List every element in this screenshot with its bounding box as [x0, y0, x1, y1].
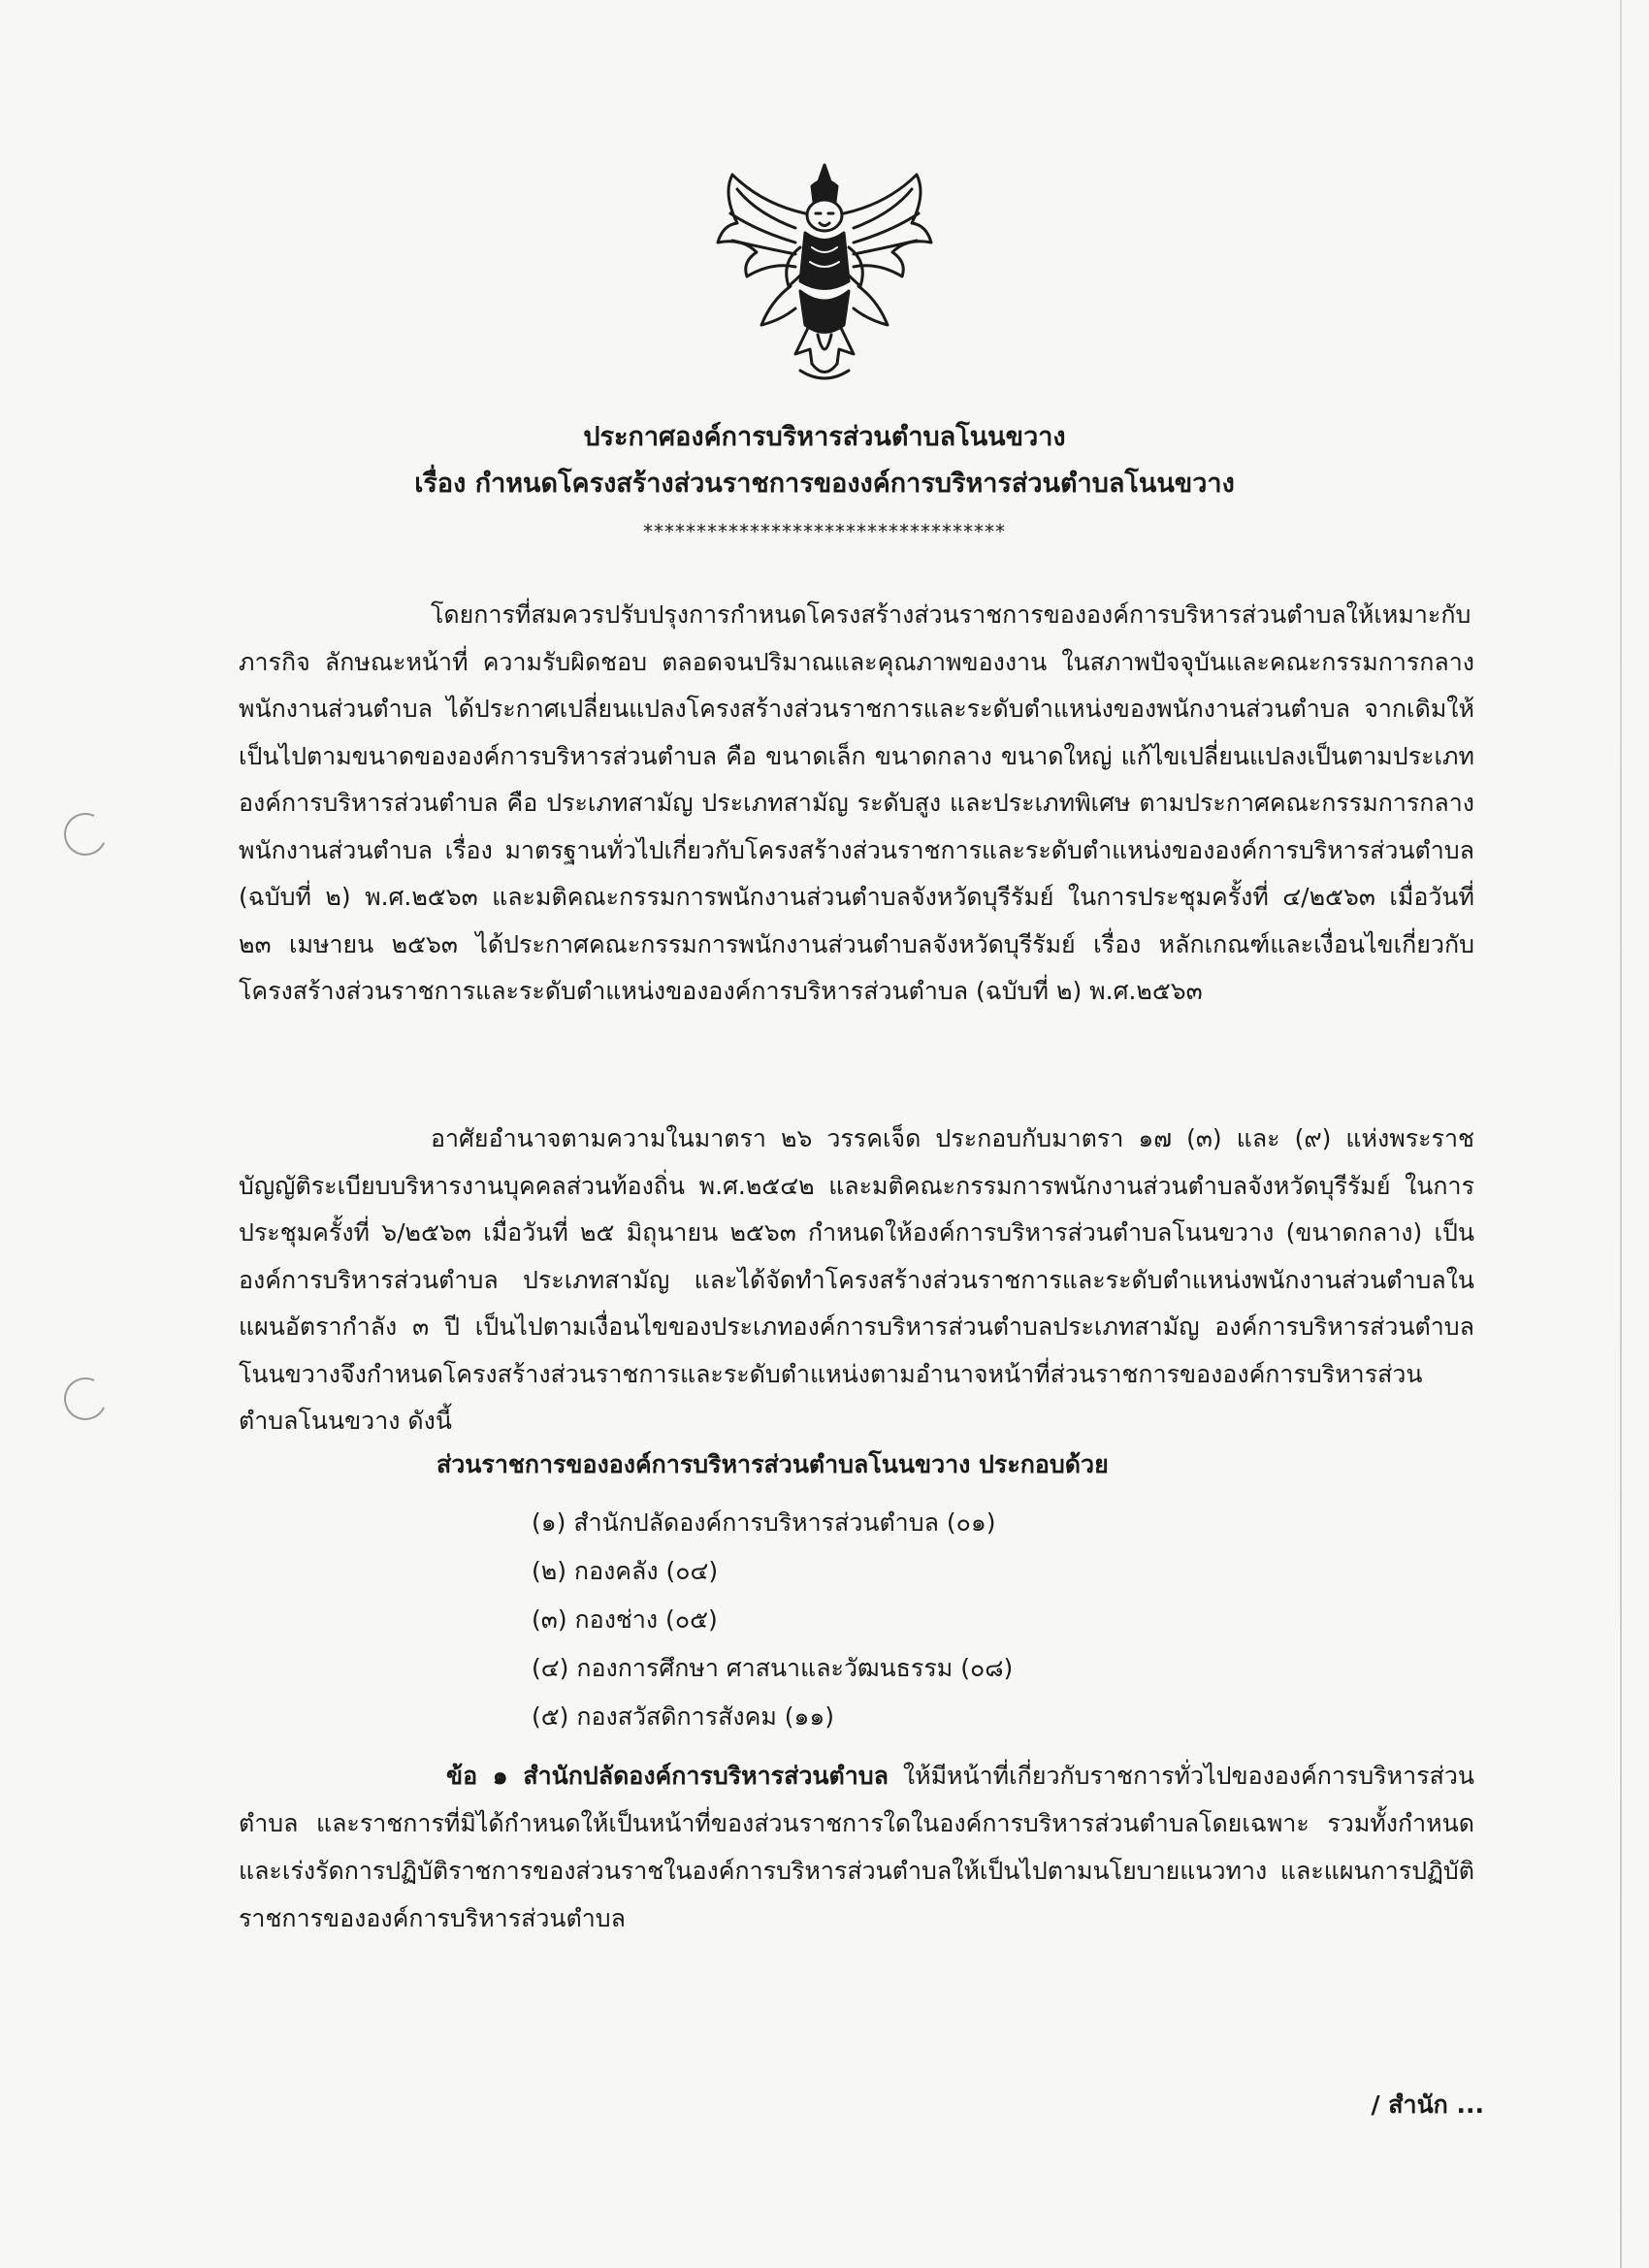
separator-line: ********************************** [643, 520, 1006, 543]
punch-hole [58, 807, 113, 861]
continuation-marker: / สำนัก ... [1371, 2090, 1484, 2119]
clause-1 [239, 1752, 1474, 1942]
clause-1-body: ให้มีหน้าที่เกี่ยวกับราชการทั่วไปขององค์การบริหารส่วนตำบล และราชการที่มิได้กำหนดให้เป็นหน้าที่ของส่วนราชการใดในองค์การบริหารส่วนตำบลโดยเฉพาะ รวมทั้งกำหนดและเร่งรัดการปฏิบัติราชการของส่วนราชในองค์การบริหารส่วนตำบลให้เป็นไปตามนโยบายแนวทาง และแผนการปฏิบัติราชการขององค์การบริหารส่วนตำบล [239, 1762, 1475, 1932]
list-item: (๑) สำนักปลัดองค์การบริหารส่วนตำบล (๐๑) [532, 1508, 996, 1537]
list-item: (๓) กองช่าง (๐๕) [532, 1605, 718, 1634]
garuda-emblem-icon [703, 155, 946, 388]
page-edge-shadow [1620, 0, 1622, 2268]
paragraph-preamble: โดยการที่สมควรปรับปรุงการกำหนดโครงสร้างส่วนราชการขององค์การบริหารส่วนตำบลให้เหมาะกับภารกิจ ลักษณะหน้าที่ ความรับผิดชอบ ตลอดจนปริมาณและคุณภาพของงาน ในสภาพปัจจุบันและคณะกรรมการกลางพนักงานส่วนตำบล ได้ประกาศเปลี่ยนแปลงโครงสร้างส่วนราชการและระดับตำแหน่งของพนักงานส่วนตำบล จากเดิมให้เป็นไปตามขนาดขององค์การบริหารส่วนตำบล คือ ขนาดเล็ก ขนาดกลาง ขนาดใหญ่ แก้ไขเปลี่ยนแปลงเป็นตามประเภทองค์การบริหารส่วนตำบล คือ ประเภทสามัญ ประเภทสามัญ ระดับสูง และประเภทพิเศษ ตามประกาศคณะกรรมการกลางพนักงานส่วนตำบล เรื่อง มาตรฐานทั่วไปเกี่ยวกับโครงสร้างส่วนราชการและระดับตำแหน่งขององค์การบริหารส่วนตำบล (ฉบับที่ ๒) พ.ศ.๒๕๖๓ และมติคณะกรรมการพนักงานส่วนตำบลจังหวัดบุรีรัมย์ ในการประชุมครั้งที่ ๔/๒๕๖๓ เมื่อวันที่ ๒๓ เมษายน ๒๕๖๓ ได้ประกาศคณะกรรมการพนักงานส่วนตำบลจังหวัดบุรีรัมย์ เรื่อง หลักเกณฑ์และเงื่อนไขเกี่ยวกับโครงสร้างส่วนราชการและระดับตำแหน่งขององค์การบริหารส่วนตำบล (ฉบับที่ ๒) พ.ศ.๒๕๖๓ [239, 600, 1474, 1005]
document-subject: เรื่อง กำหนดโครงสร้างส่วนราชการของงค์การบริหารส่วนตำบลโนนขวาง [414, 469, 1235, 499]
list-item: (๔) กองการศึกษา ศาสนาและวัฒนธรรม (๐๘) [532, 1654, 1014, 1682]
punch-hole [58, 1372, 113, 1426]
paragraph-authority: อาศัยอำนาจตามความในมาตรา ๒๖ วรรคเจ็ด ประกอบกับมาตรา ๑๗ (๓) และ (๙) แห่งพระราชบัญญัติระเบียบบริหารงานบุคคลส่วนท้องถิ่น พ.ศ.๒๕๔๒ และมติคณะกรรมการพนักงานส่วนตำบลจังหวัดบุรีรัมย์ ในการประชุมครั้งที่ ๖/๒๕๖๓ เมื่อวันที่ ๒๕ มิถุนายน ๒๕๖๓ กำหนดให้องค์การบริหารส่วนตำบลโนนขวาง (ขนาดกลาง) เป็นองค์การบริหารส่วนตำบล ประเภทสามัญ และได้จัดทำโครงสร้างส่วนราชการและระดับตำแหน่งพนักงานส่วนตำบลในแผนอัตรากำลัง ๓ ปี เป็นไปตามเงื่อนไขของประเภทองค์การบริหารส่วนตำบลประเภทสามัญ องค์การบริหารส่วนตำบลโนนขวางจึงกำหนดโครงสร้างส่วนราชการและระดับตำแหน่งตามอำนาจหน้าที่ส่วนราชการขององค์การบริหารส่วนตำบลโนนขวาง ดังนี้ [239, 1124, 1474, 1435]
units-heading: ส่วนราชการขององค์การบริหารส่วนตำบลโนนขวาง ประกอบด้วย [436, 1450, 1109, 1478]
document-title: ประกาศองค์การบริหารส่วนตำบลโนนขวาง [583, 422, 1066, 452]
units-list [532, 1499, 1013, 1741]
list-item: (๒) กองคลัง (๐๔) [532, 1557, 719, 1585]
clause-1-heading: ข้อ ๑ สำนักปลัดองค์การบริหารส่วนตำบล [446, 1762, 889, 1790]
list-item: (๕) กองสวัสดิการสังคม (๑๑) [532, 1702, 834, 1731]
